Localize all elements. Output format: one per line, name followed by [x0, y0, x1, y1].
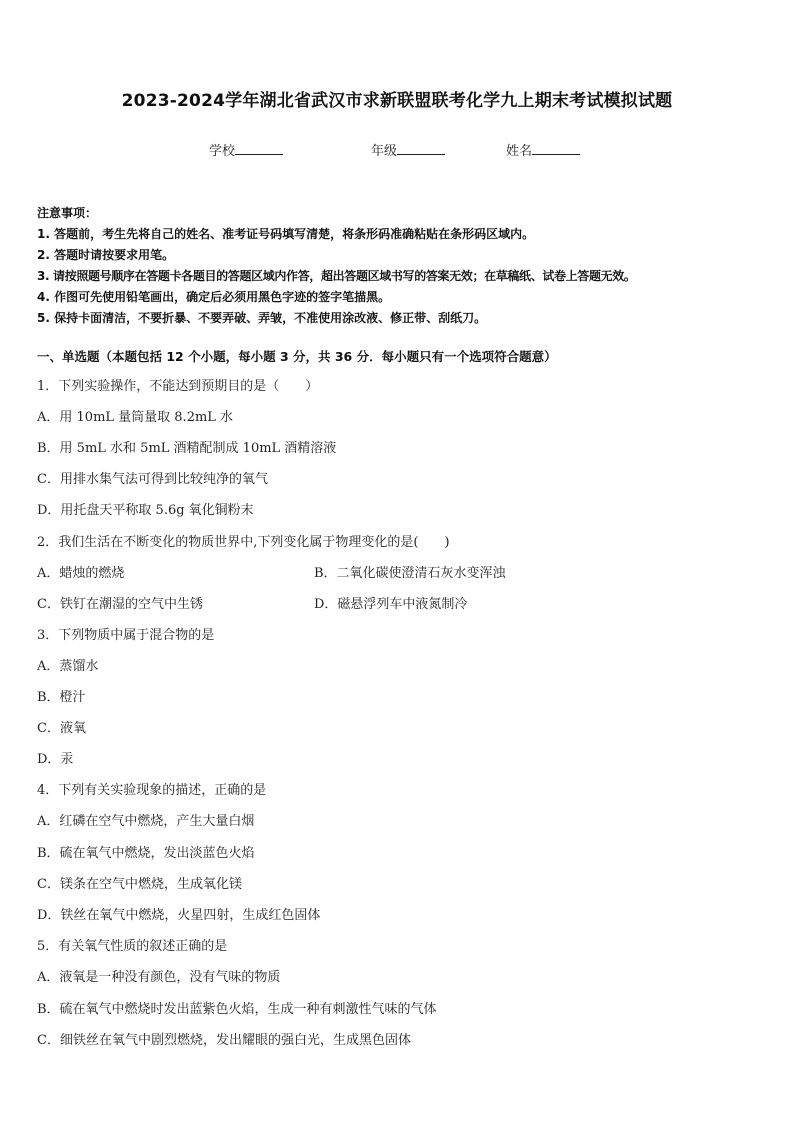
question-option: A．蜡烛的燃烧: [37, 566, 125, 581]
question-option: C．用排水集气法可得到比较纯净的氧气: [37, 472, 268, 487]
question-option: B．硫在氧气中燃烧时发出蓝紫色火焰，生成一种有刺激性气味的气体: [37, 1002, 437, 1017]
question-option: D．磁悬浮列车中液氮制冷: [314, 597, 468, 612]
question-stem: 5．有关氧气性质的叙述正确的是: [37, 939, 228, 954]
question-stem: 2．我们生活在不断变化的物质世界中,下列变化属于物理变化的是( ): [37, 535, 450, 550]
note-item: 5. 保持卡面清洁，不要折暴、不要弄破、弄皱，不准使用涂改液、修正带、刮纸刀。: [37, 311, 487, 325]
question-option: C．细铁丝在氧气中剧烈燃烧，发出耀眼的强白光，生成黑色固体: [37, 1033, 411, 1048]
question-option: B．二氧化碳使澄清石灰水变浑浊: [314, 566, 506, 581]
question-option: C．铁钉在潮湿的空气中生锈: [37, 597, 203, 612]
note-item: 2. 答题时请按要求用笔。: [37, 248, 175, 262]
school-blank: [235, 142, 283, 155]
name-field: [506, 140, 580, 159]
question-option: D．汞: [37, 752, 74, 767]
notes-heading: 注意事项：: [37, 206, 98, 220]
question-option: A．用 10mL 量筒量取 8.2mL 水: [37, 410, 234, 425]
grade-blank: [397, 142, 445, 155]
note-item: 1. 答题前，考生先将自己的姓名、准考证号码填写清楚，将条形码准确粘贴在条形码区域内。: [37, 227, 535, 241]
question-option: A．蒸馏水: [37, 659, 99, 674]
question-stem: 1．下列实验操作，不能达到预期目的是（ ）: [37, 379, 319, 394]
name-label: 姓名: [506, 144, 533, 159]
exam-title: 2023-2024学年湖北省武汉市求新联盟联考化学九上期末考试模拟试题: [121, 91, 673, 111]
question-option: B．橙汁: [37, 690, 86, 705]
question-option: C．液氧: [37, 721, 86, 736]
question-option: A．红磷在空气中燃烧，产生大量白烟: [37, 814, 255, 829]
notes-block: [37, 203, 777, 329]
question-option: D．铁丝在氧气中燃烧，火星四射，生成红色固体: [37, 908, 321, 923]
school-field: [209, 140, 283, 159]
grade-label: 年级: [371, 144, 398, 159]
section-title: 一、单选题（本题包括 12 个小题，每小题 3 分，共 36 分．每小题只有一个选项符合题意）: [37, 349, 557, 364]
question-option: A．液氧是一种没有颜色，没有气味的物质: [37, 970, 281, 985]
note-item: 3. 请按照题号顺序在答题卡各题目的答题区域内作答，超出答题区域书写的答案无效；在草稿纸、试卷上答题无效。: [37, 269, 636, 283]
question-stem: 4．下列有关实验现象的描述，正确的是: [37, 783, 267, 798]
question-stem: 3．下列物质中属于混合物的是: [37, 628, 215, 643]
school-label: 学校: [209, 144, 236, 159]
question-option: B．用 5mL 水和 5mL 酒精配制成 10mL 酒精溶液: [37, 441, 337, 456]
question-option: B．硫在氧气中燃烧，发出淡蓝色火焰: [37, 846, 255, 861]
question-option: C．镁条在空气中燃烧，生成氧化镁: [37, 877, 242, 892]
question-option: D．用托盘天平称取 5.6g 氧化铜粉末: [37, 503, 254, 518]
note-item: 4. 作图可先使用铅笔画出，确定后必须用黑色字迹的签字笔描黑。: [37, 290, 391, 304]
grade-field: [371, 140, 445, 159]
name-blank: [532, 142, 580, 155]
